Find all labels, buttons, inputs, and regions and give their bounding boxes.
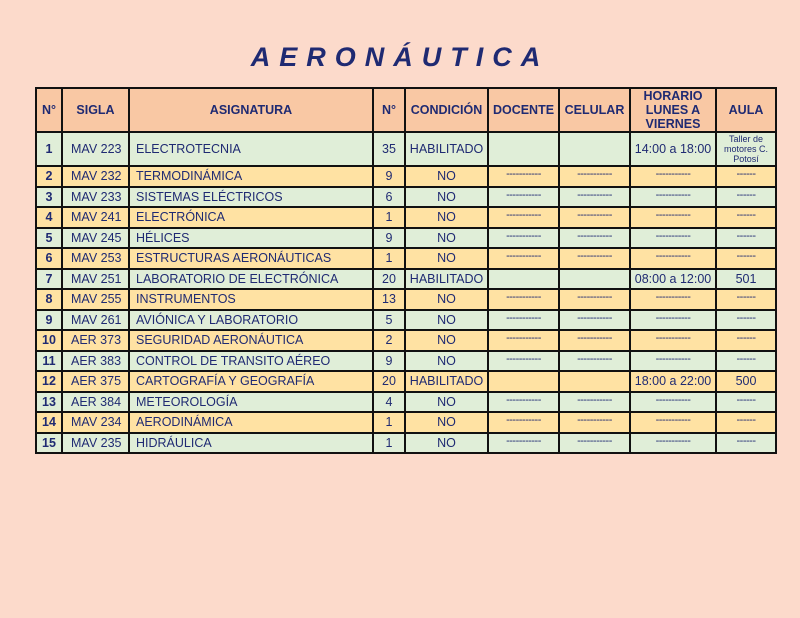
horario-dash: ----------- xyxy=(655,168,691,181)
cell-horario: 14:00 a 18:00 xyxy=(630,132,716,166)
header-aula: AULA xyxy=(716,88,776,132)
cell-celular xyxy=(559,310,630,331)
cell-count: 1 xyxy=(373,433,405,454)
cell-count: 4 xyxy=(373,392,405,413)
cell-sigla: AER 384 xyxy=(62,392,129,413)
table-row xyxy=(36,310,776,331)
cell-horario: 08:00 a 12:00 xyxy=(630,269,716,290)
cell-aula: 501 xyxy=(716,269,776,290)
table-row xyxy=(36,351,776,372)
cell-aula xyxy=(716,351,776,372)
aula-dash: ------ xyxy=(736,250,756,263)
table-row xyxy=(36,248,776,269)
cell-sigla: MAV 251 xyxy=(62,269,129,290)
cell-num: 14 xyxy=(36,412,62,433)
table-row xyxy=(36,228,776,249)
docente-dash: ----------- xyxy=(506,168,541,181)
cell-docente xyxy=(488,187,559,208)
celular-dash: ----------- xyxy=(577,291,612,304)
cell-horario xyxy=(630,330,716,351)
cell-condicion: NO xyxy=(405,166,488,187)
cell-asignatura: HIDRÁULICA xyxy=(129,433,373,454)
celular-dash: ----------- xyxy=(577,188,612,201)
header-asignatura: ASIGNATURA xyxy=(129,88,373,132)
page-title: AERONÁUTICA xyxy=(250,42,550,72)
cell-condicion: NO xyxy=(405,207,488,228)
cell-docente xyxy=(488,269,559,290)
aula-dash: ------ xyxy=(736,229,756,242)
table-row xyxy=(36,132,776,166)
header-docente: DOCENTE xyxy=(488,88,559,132)
docente-dash: ----------- xyxy=(506,352,541,365)
cell-count: 20 xyxy=(373,371,405,392)
cell-count: 9 xyxy=(373,228,405,249)
cell-asignatura: ELECTROTECNIA xyxy=(129,132,373,166)
table-body xyxy=(36,132,776,453)
table-row xyxy=(36,330,776,351)
cell-count: 1 xyxy=(373,207,405,228)
header-condicion: CONDICIÓN xyxy=(405,88,488,132)
cell-celular xyxy=(559,248,630,269)
cell-num: 2 xyxy=(36,166,62,187)
cell-aula xyxy=(716,433,776,454)
cell-count: 1 xyxy=(373,412,405,433)
cell-docente xyxy=(488,132,559,166)
table-row xyxy=(36,269,776,290)
cell-count: 20 xyxy=(373,269,405,290)
cell-asignatura: LABORATORIO DE ELECTRÓNICA xyxy=(129,269,373,290)
cell-count: 13 xyxy=(373,289,405,310)
header-horario: HORARIO LUNES A VIERNES xyxy=(630,88,716,132)
cell-count: 5 xyxy=(373,310,405,331)
cell-count: 1 xyxy=(373,248,405,269)
cell-condicion: NO xyxy=(405,248,488,269)
cell-count: 6 xyxy=(373,187,405,208)
cell-sigla: AER 383 xyxy=(62,351,129,372)
cell-celular xyxy=(559,371,630,392)
cell-aula xyxy=(716,207,776,228)
celular-dash: ----------- xyxy=(577,332,612,345)
cell-asignatura: INSTRUMENTOS xyxy=(129,289,373,310)
table-row xyxy=(36,392,776,413)
docente-dash: ----------- xyxy=(506,229,541,242)
cell-docente xyxy=(488,166,559,187)
cell-docente xyxy=(488,248,559,269)
cell-docente xyxy=(488,310,559,331)
celular-dash: ----------- xyxy=(577,414,612,427)
cell-num: 8 xyxy=(36,289,62,310)
cell-num: 11 xyxy=(36,351,62,372)
cell-celular xyxy=(559,392,630,413)
cell-celular xyxy=(559,132,630,166)
cell-aula xyxy=(716,310,776,331)
docente-dash: ----------- xyxy=(506,209,541,222)
cell-horario xyxy=(630,289,716,310)
cell-docente xyxy=(488,207,559,228)
cell-asignatura: AVIÓNICA Y LABORATORIO xyxy=(129,310,373,331)
cell-condicion: NO xyxy=(405,228,488,249)
docente-dash: ----------- xyxy=(506,311,541,324)
header-celular: CELULAR xyxy=(559,88,630,132)
cell-condicion: HABILITADO xyxy=(405,269,488,290)
celular-dash: ----------- xyxy=(577,311,612,324)
cell-aula: 500 xyxy=(716,371,776,392)
cell-celular xyxy=(559,330,630,351)
table-row xyxy=(36,207,776,228)
cell-asignatura: CONTROL DE TRANSITO AÉREO xyxy=(129,351,373,372)
cell-docente xyxy=(488,392,559,413)
cell-celular xyxy=(559,166,630,187)
aula-dash: ------ xyxy=(736,332,756,345)
aula-dash: ------ xyxy=(736,311,756,324)
cell-docente xyxy=(488,371,559,392)
horario-dash: ----------- xyxy=(655,393,691,406)
table-row xyxy=(36,371,776,392)
cell-docente xyxy=(488,228,559,249)
cell-celular xyxy=(559,412,630,433)
cell-sigla: MAV 234 xyxy=(62,412,129,433)
cell-celular xyxy=(559,351,630,372)
cell-sigla: MAV 233 xyxy=(62,187,129,208)
horario-dash: ----------- xyxy=(655,352,691,365)
cell-condicion: NO xyxy=(405,330,488,351)
docente-dash: ----------- xyxy=(506,250,541,263)
horario-dash: ----------- xyxy=(655,434,691,447)
cell-aula xyxy=(716,330,776,351)
aula-dash: ------ xyxy=(736,434,756,447)
cell-condicion: NO xyxy=(405,392,488,413)
cell-asignatura: METEOROLOGÍA xyxy=(129,392,373,413)
cell-sigla: MAV 232 xyxy=(62,166,129,187)
horario-dash: ----------- xyxy=(655,414,691,427)
cell-aula xyxy=(716,289,776,310)
cell-horario: 18:00 a 22:00 xyxy=(630,371,716,392)
docente-dash: ----------- xyxy=(506,332,541,345)
cell-count: 35 xyxy=(373,132,405,166)
horario-dash: ----------- xyxy=(655,188,691,201)
cell-sigla: MAV 235 xyxy=(62,433,129,454)
docente-dash: ----------- xyxy=(506,291,541,304)
cell-aula xyxy=(716,166,776,187)
cell-count: 9 xyxy=(373,166,405,187)
aula-dash: ------ xyxy=(736,393,756,406)
table-row xyxy=(36,289,776,310)
cell-sigla: MAV 261 xyxy=(62,310,129,331)
cell-condicion: NO xyxy=(405,433,488,454)
horario-dash: ----------- xyxy=(655,311,691,324)
celular-dash: ----------- xyxy=(577,209,612,222)
cell-condicion: NO xyxy=(405,351,488,372)
cell-aula xyxy=(716,187,776,208)
cell-asignatura: HÉLICES xyxy=(129,228,373,249)
cell-docente xyxy=(488,412,559,433)
cell-docente xyxy=(488,289,559,310)
cell-num: 9 xyxy=(36,310,62,331)
header-num: N° xyxy=(36,88,62,132)
horario-dash: ----------- xyxy=(655,250,691,263)
cell-docente xyxy=(488,433,559,454)
aula-dash: ------ xyxy=(736,291,756,304)
docente-dash: ----------- xyxy=(506,434,541,447)
celular-dash: ----------- xyxy=(577,229,612,242)
cell-celular xyxy=(559,433,630,454)
cell-horario xyxy=(630,248,716,269)
aula-dash: ------ xyxy=(736,188,756,201)
cell-horario xyxy=(630,351,716,372)
cell-sigla: AER 373 xyxy=(62,330,129,351)
cell-aula xyxy=(716,412,776,433)
cell-horario xyxy=(630,433,716,454)
cell-condicion: NO xyxy=(405,289,488,310)
cell-horario xyxy=(630,166,716,187)
cell-aula xyxy=(716,228,776,249)
cell-condicion: HABILITADO xyxy=(405,371,488,392)
celular-dash: ----------- xyxy=(577,434,612,447)
aula-dash: ------ xyxy=(736,414,756,427)
cell-sigla: MAV 255 xyxy=(62,289,129,310)
cell-num: 1 xyxy=(36,132,62,166)
cell-sigla: MAV 253 xyxy=(62,248,129,269)
cell-num: 6 xyxy=(36,248,62,269)
table-header-row xyxy=(36,88,776,132)
cell-condicion: NO xyxy=(405,310,488,331)
cell-horario xyxy=(630,187,716,208)
cell-celular xyxy=(559,228,630,249)
table-row xyxy=(36,166,776,187)
cell-asignatura: ESTRUCTURAS AERONÁUTICAS xyxy=(129,248,373,269)
cell-count: 9 xyxy=(373,351,405,372)
aula-dash: ------ xyxy=(736,352,756,365)
horario-dash: ----------- xyxy=(655,332,691,345)
cell-horario xyxy=(630,228,716,249)
cell-celular xyxy=(559,269,630,290)
cell-celular xyxy=(559,187,630,208)
header-sigla: SIGLA xyxy=(62,88,129,132)
cell-sigla: MAV 245 xyxy=(62,228,129,249)
celular-dash: ----------- xyxy=(577,168,612,181)
cell-aula xyxy=(716,392,776,413)
horario-dash: ----------- xyxy=(655,229,691,242)
cell-num: 13 xyxy=(36,392,62,413)
cell-sigla: AER 375 xyxy=(62,371,129,392)
cell-num: 10 xyxy=(36,330,62,351)
cell-condicion: NO xyxy=(405,187,488,208)
courses-table xyxy=(35,87,777,454)
cell-asignatura: AERODINÁMICA xyxy=(129,412,373,433)
aula-dash: ------ xyxy=(736,168,756,181)
celular-dash: ----------- xyxy=(577,352,612,365)
docente-dash: ----------- xyxy=(506,414,541,427)
cell-num: 5 xyxy=(36,228,62,249)
table-row xyxy=(36,187,776,208)
cell-asignatura: SISTEMAS ELÉCTRICOS xyxy=(129,187,373,208)
cell-asignatura: SEGURIDAD AERONÁUTICA xyxy=(129,330,373,351)
horario-dash: ----------- xyxy=(655,291,691,304)
cell-count: 2 xyxy=(373,330,405,351)
celular-dash: ----------- xyxy=(577,250,612,263)
cell-horario xyxy=(630,207,716,228)
cell-docente xyxy=(488,330,559,351)
cell-num: 15 xyxy=(36,433,62,454)
celular-dash: ----------- xyxy=(577,393,612,406)
cell-asignatura: TERMODINÁMICA xyxy=(129,166,373,187)
table-row xyxy=(36,433,776,454)
cell-asignatura: CARTOGRAFÍA Y GEOGRAFÍA xyxy=(129,371,373,392)
cell-docente xyxy=(488,351,559,372)
cell-num: 3 xyxy=(36,187,62,208)
cell-horario xyxy=(630,412,716,433)
cell-condicion: HABILITADO xyxy=(405,132,488,166)
docente-dash: ----------- xyxy=(506,393,541,406)
table-row xyxy=(36,412,776,433)
docente-dash: ----------- xyxy=(506,188,541,201)
cell-sigla: MAV 241 xyxy=(62,207,129,228)
cell-horario xyxy=(630,310,716,331)
cell-aula: Taller de motores C. Potosí xyxy=(716,132,776,166)
cell-horario xyxy=(630,392,716,413)
cell-num: 7 xyxy=(36,269,62,290)
horario-dash: ----------- xyxy=(655,209,691,222)
cell-num: 4 xyxy=(36,207,62,228)
cell-asignatura: ELECTRÓNICA xyxy=(129,207,373,228)
cell-condicion: NO xyxy=(405,412,488,433)
cell-num: 12 xyxy=(36,371,62,392)
cell-celular xyxy=(559,289,630,310)
aula-dash: ------ xyxy=(736,209,756,222)
cell-aula xyxy=(716,248,776,269)
header-count: N° xyxy=(373,88,405,132)
cell-sigla: MAV 223 xyxy=(62,132,129,166)
cell-celular xyxy=(559,207,630,228)
